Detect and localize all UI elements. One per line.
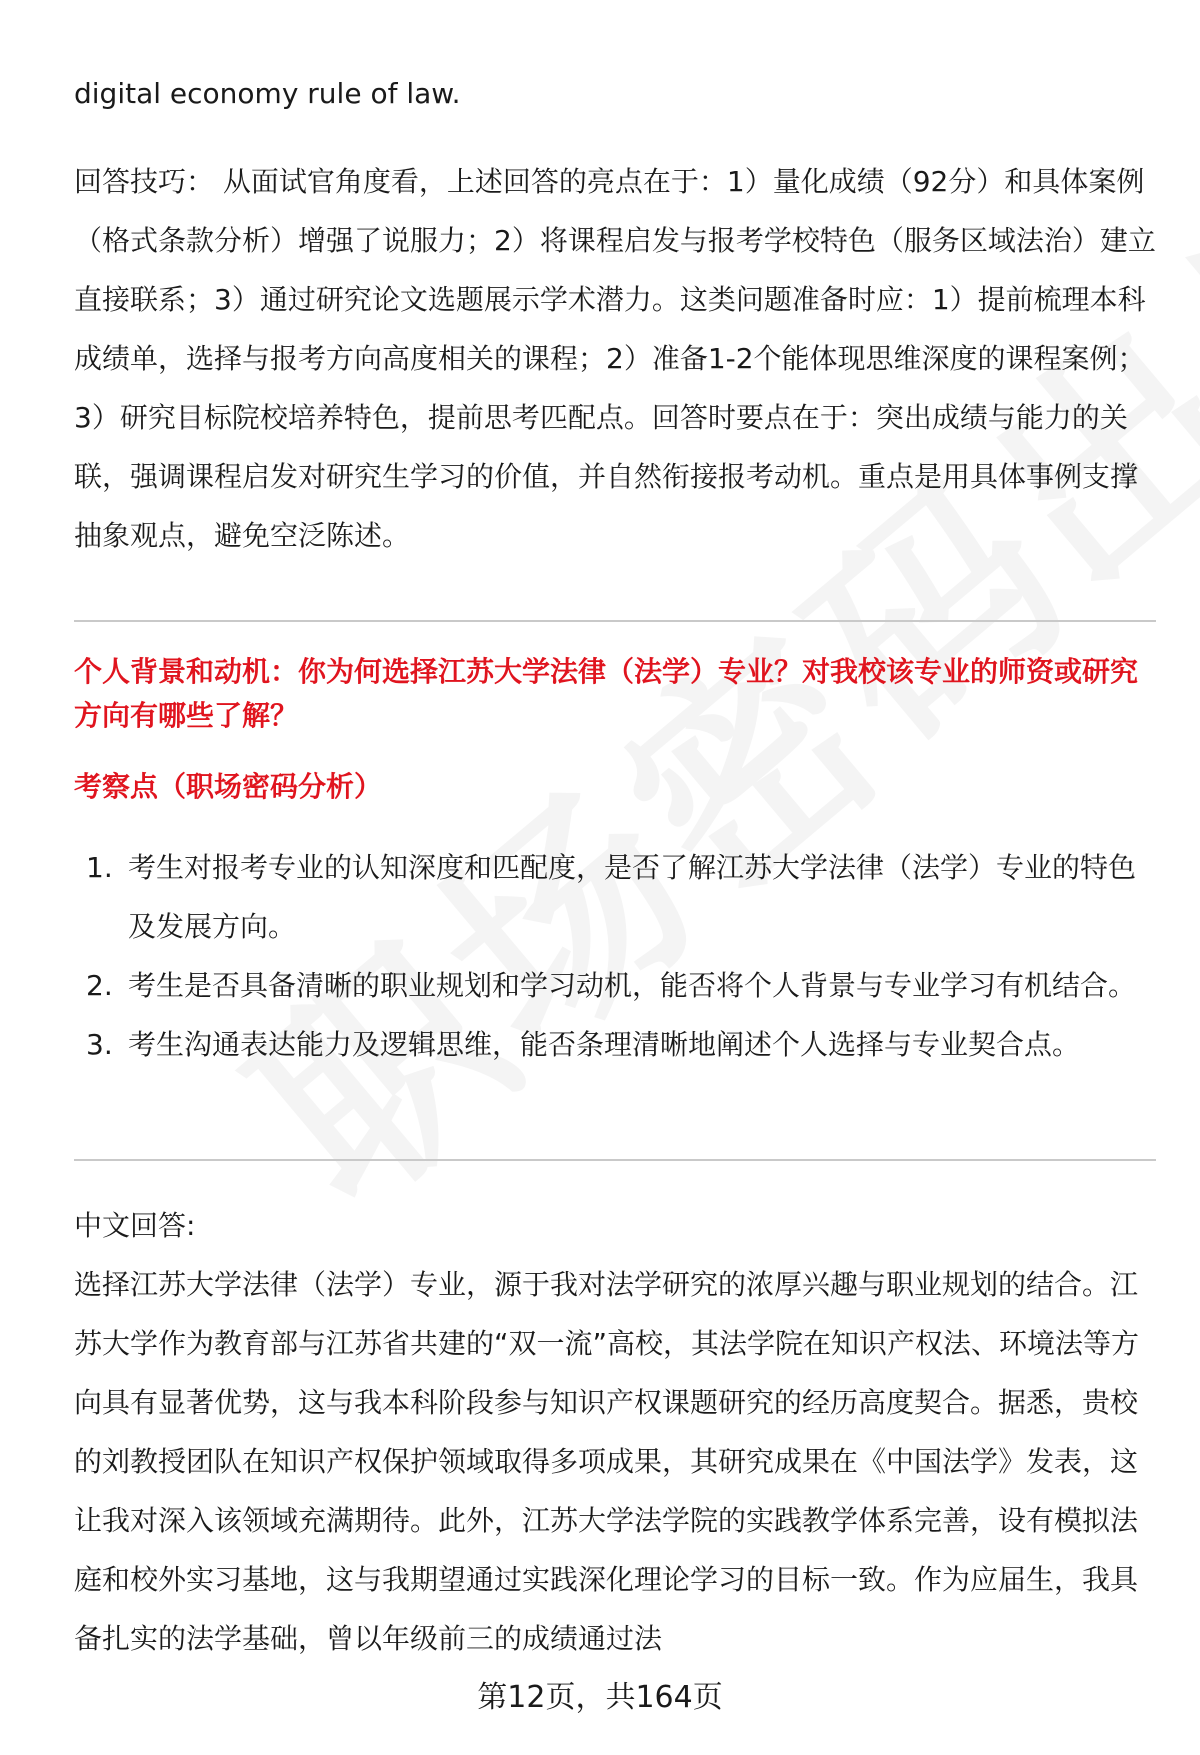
list-item [74, 956, 1156, 1015]
section-divider [74, 1159, 1156, 1161]
chinese-answer-body: 选择江苏大学法律（法学）专业，源于我对法学研究的浓厚兴趣与职业规划的结合。江苏大学作为教育部与江苏省共建的“双一流”高校，其法学院在知识产权法、环境法等方向具有显著优势，这与我本科阶段参与知识产权课题研究的经历高度契合。据悉，贵校的刘教授团队在知识产权保护领域取得多项成果，其研究成果在《中国法学》发表，这让我对深入该领域充满期待。此外，江苏大学法学院的实践教学体系完善，设有模拟法庭和校外实习基地，这与我期望通过实践深化理论学习的目标一致。作为应届生，我具备扎实的法学基础，曾以年级前三的成绩通过法 [74, 1268, 1140, 1655]
page-number-footer: 第12页，共164页 [477, 1680, 723, 1715]
list-item-text: 考生对报考专业的认知深度和匹配度，是否了解江苏大学法律（法学）专业的特色及发展方向。 [128, 851, 1137, 943]
paragraph-continuation: digital economy rule of law. [74, 77, 461, 110]
list-item [74, 1015, 1156, 1074]
list-item-number: 3. [86, 1028, 113, 1061]
question-title: 个人背景和动机：你为何选择江苏大学法律（法学）专业？对我校该专业的师资或研究方向有哪些了解？ [74, 655, 1139, 732]
answer-tips-paragraph: 回答技巧： 从面试官角度看，上述回答的亮点在于：1）量化成绩（92分）和具体案例（格式条款分析）增强了说服力；2）将课程启发与报考学校特色（服务区域法治）建立直接联系；3）通过研究论文选题展示学术潜力。这类问题准备时应：1）提前梳理本科成绩单，选择与报考方向高度相关的课程；2）准备1-2个能体现思维深度的课程案例；3）研究目标院校培养特色，提前思考匹配点。回答时要点在于：突出成绩与能力的关联，强调课程启发对研究生学习的价值，并自然衔接报考动机。重点是用具体事例支撑抽象观点，避免空泛陈述。 [74, 165, 1156, 552]
list-item-text: 考生沟通表达能力及逻辑思维，能否条理清晰地阐述个人选择与专业契合点。 [128, 1028, 1081, 1061]
section-divider [74, 620, 1156, 622]
list-item-number: 1. [86, 851, 113, 884]
list-item-number: 2. [86, 969, 113, 1002]
assessment-points-heading: 考察点（职场密码分析） [74, 770, 383, 803]
assessment-points-list [74, 838, 1156, 1074]
list-item [74, 838, 1156, 956]
chinese-answer-label: 中文回答: [74, 1209, 196, 1242]
list-item-text: 考生是否具备清晰的职业规划和学习动机，能否将个人背景与专业学习有机结合。 [128, 969, 1137, 1002]
